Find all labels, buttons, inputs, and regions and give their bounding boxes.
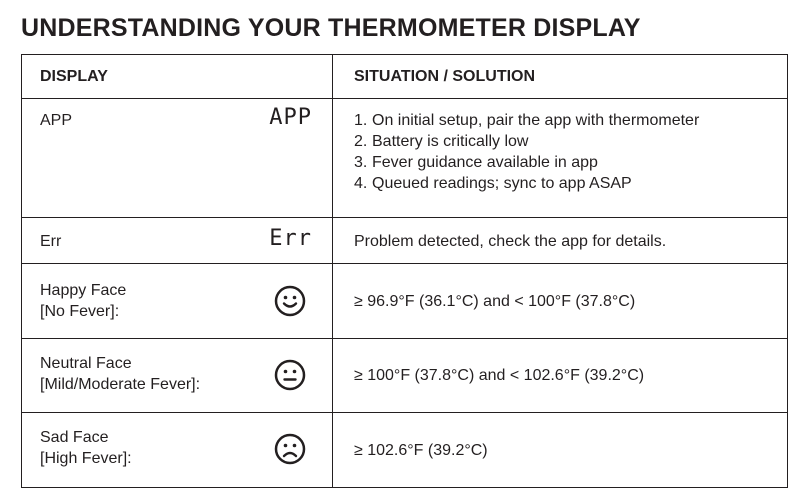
solution-list (354, 110, 787, 194)
display-label: Happy Face [No Fever]: (40, 282, 127, 320)
list-item: 1. On initial setup, pair the app with thermometer (354, 112, 700, 129)
solution-text: ≥ 100°F (37.8°C) and < 102.6°F (39.2°C) (354, 367, 645, 384)
table-row-neutral (22, 339, 788, 413)
display-cell (22, 264, 333, 339)
display-cell (22, 339, 333, 413)
display-label: Sad Face [High Fever]: (40, 429, 132, 467)
display-label: Err (40, 233, 62, 250)
display-label: APP (40, 112, 73, 129)
list-item: 3. Fever guidance available in app (354, 154, 598, 171)
solution-text: ≥ 96.9°F (36.1°C) and < 100°F (37.8°C) (354, 293, 636, 310)
header-solution: SITUATION / SOLUTION (333, 55, 788, 99)
list-item: 2. Battery is critically low (354, 133, 529, 150)
solution-cell (333, 339, 788, 413)
display-cell (22, 218, 333, 264)
solution-text: ≥ 102.6°F (39.2°C) (354, 442, 488, 459)
display-cell (22, 99, 333, 218)
display-table (21, 54, 788, 488)
happy-face-icon (274, 285, 306, 317)
solution-cell (333, 99, 788, 218)
solution-text: Problem detected, check the app for details. (354, 233, 667, 250)
table-row-err (22, 218, 788, 264)
table-row-app (22, 99, 788, 218)
solution-cell (333, 264, 788, 339)
display-label: Neutral Face [Mild/Moderate Fever]: (40, 355, 201, 393)
solution-cell (333, 413, 788, 488)
solution-cell (333, 218, 788, 264)
lcd-app-glyph: APP (269, 105, 312, 130)
page-title: UNDERSTANDING YOUR THERMOMETER DISPLAY (21, 14, 641, 42)
table-header-row (22, 55, 788, 99)
header-display: DISPLAY (22, 55, 333, 99)
neutral-face-icon (274, 359, 306, 391)
table-row-sad (22, 413, 788, 488)
list-item: 4. Queued readings; sync to app ASAP (354, 175, 632, 192)
display-cell (22, 413, 333, 488)
table-row-happy (22, 264, 788, 339)
lcd-err-glyph: Err (269, 226, 312, 251)
sad-face-icon (274, 433, 306, 465)
